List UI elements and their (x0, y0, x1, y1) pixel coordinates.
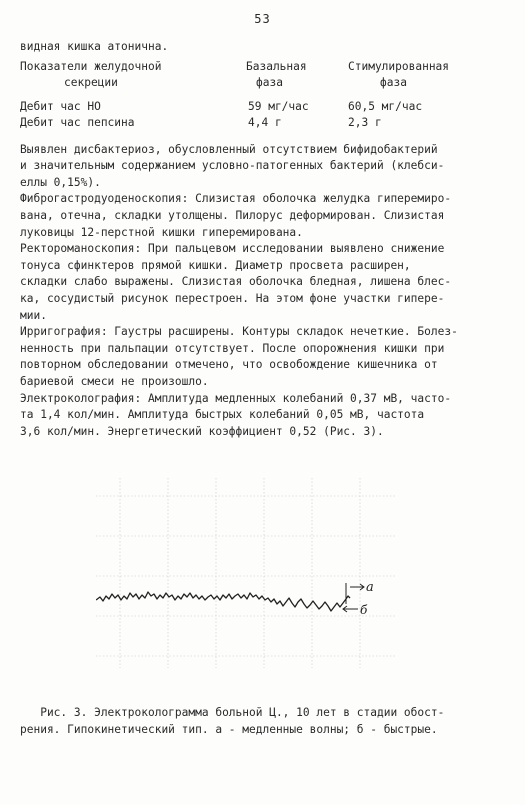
page-number: 53 (254, 12, 271, 26)
wave-label-a: a (366, 580, 374, 595)
text-line: Выявлен дисбактериоз, обусловленный отсутствием бифидобактерий (20, 142, 438, 156)
text-line: повторном обследовании отмечено, что освобождение кишечника от (20, 358, 438, 372)
text-line: Ирригография: Гаустры расширены. Контуры складок нечеткие. Болез- (20, 325, 458, 339)
text-line: бариевой смеси не произошло. (20, 374, 209, 388)
electrocolography-figure (96, 478, 396, 668)
electrocolography-graph (96, 478, 396, 668)
caption-line: рения. Гипокинетический тип. а - медленные волны; б - быстрые. (20, 722, 438, 736)
wave-label-b: б (360, 603, 368, 617)
table-row-label: Дебит час НО (20, 99, 101, 113)
paragraph-fgds (20, 191, 508, 241)
table-cell-stimulated: 2,3 г (348, 115, 382, 129)
text-line: тонуса сфинктеров прямой кишки. Диаметр просвета расширен, (20, 258, 411, 272)
text-line: Электроколография: Амплитуда медленных колебаний 0,37 мВ, часто- (20, 391, 452, 405)
table-row-label: Дебит час пепсина (20, 115, 135, 129)
graph-grid (96, 478, 396, 668)
text-line: и значительным содержанием условно-патогенных бактерий (клебси- (20, 159, 445, 173)
table-cell-basal: 59 мг/час (248, 99, 309, 113)
document-body (20, 39, 508, 440)
figure-caption (20, 705, 508, 738)
text-line: луковицы 12-перстной кишки гиперемирована. (20, 225, 303, 239)
table-cell-stimulated: 60,5 мг/час (348, 99, 423, 113)
paragraph-electrocolography (20, 391, 508, 441)
intro-line: видная кишка атонична. (20, 40, 169, 53)
table-header-indicator: Показатели желудочной (20, 59, 162, 73)
paragraph-rectoscopy (20, 241, 508, 324)
text-line: еллы 0,15%). (20, 175, 101, 189)
table-header-stimulated: Стимулированная (348, 59, 450, 73)
text-line: складки слабо выражены. Слизистая оболочка бледная, лишена блес- (20, 275, 452, 289)
table-header-stimulated-2: фаза (380, 75, 407, 89)
text-line: ка, сосудистый рисунок перестроен. На этом фоне участки гипере- (20, 291, 445, 305)
text-line: Ректороманоскопия: При пальцевом исследовании выявлено снижение (20, 242, 445, 256)
text-line: Фиброгастродуоденоскопия: Слизистая оболочка желудка гиперемиро- (20, 192, 452, 206)
table-header-indicator-2: секреции (64, 75, 118, 89)
table-cell-basal: 4,4 г (248, 115, 282, 129)
text-line: 3,6 кол/мин. Энергетический коэффициент 0,52 (Рис. 3). (20, 424, 384, 438)
text-line: вана, отечна, складки утолщены. Пилорус деформирован. Слизистая (20, 208, 445, 222)
table-header-basal: Базальная (246, 59, 307, 73)
table-header-basal-2: фаза (256, 75, 283, 89)
text-line: мии. (20, 308, 47, 322)
text-line: ненность при пальпации отсутствует. После опорожнения кишки при (20, 341, 445, 355)
paragraph-dysbacteriosis (20, 142, 508, 192)
gastric-secretion-table (20, 56, 508, 142)
caption-line: Рис. 3. Электроколограмма больной Ц., 10 лет в стадии обост- (20, 706, 445, 719)
text-line: та 1,4 кол/мин. Амплитуда быстрых колебаний 0,05 мВ, частота (20, 408, 425, 422)
paragraph-irrigography (20, 324, 508, 390)
